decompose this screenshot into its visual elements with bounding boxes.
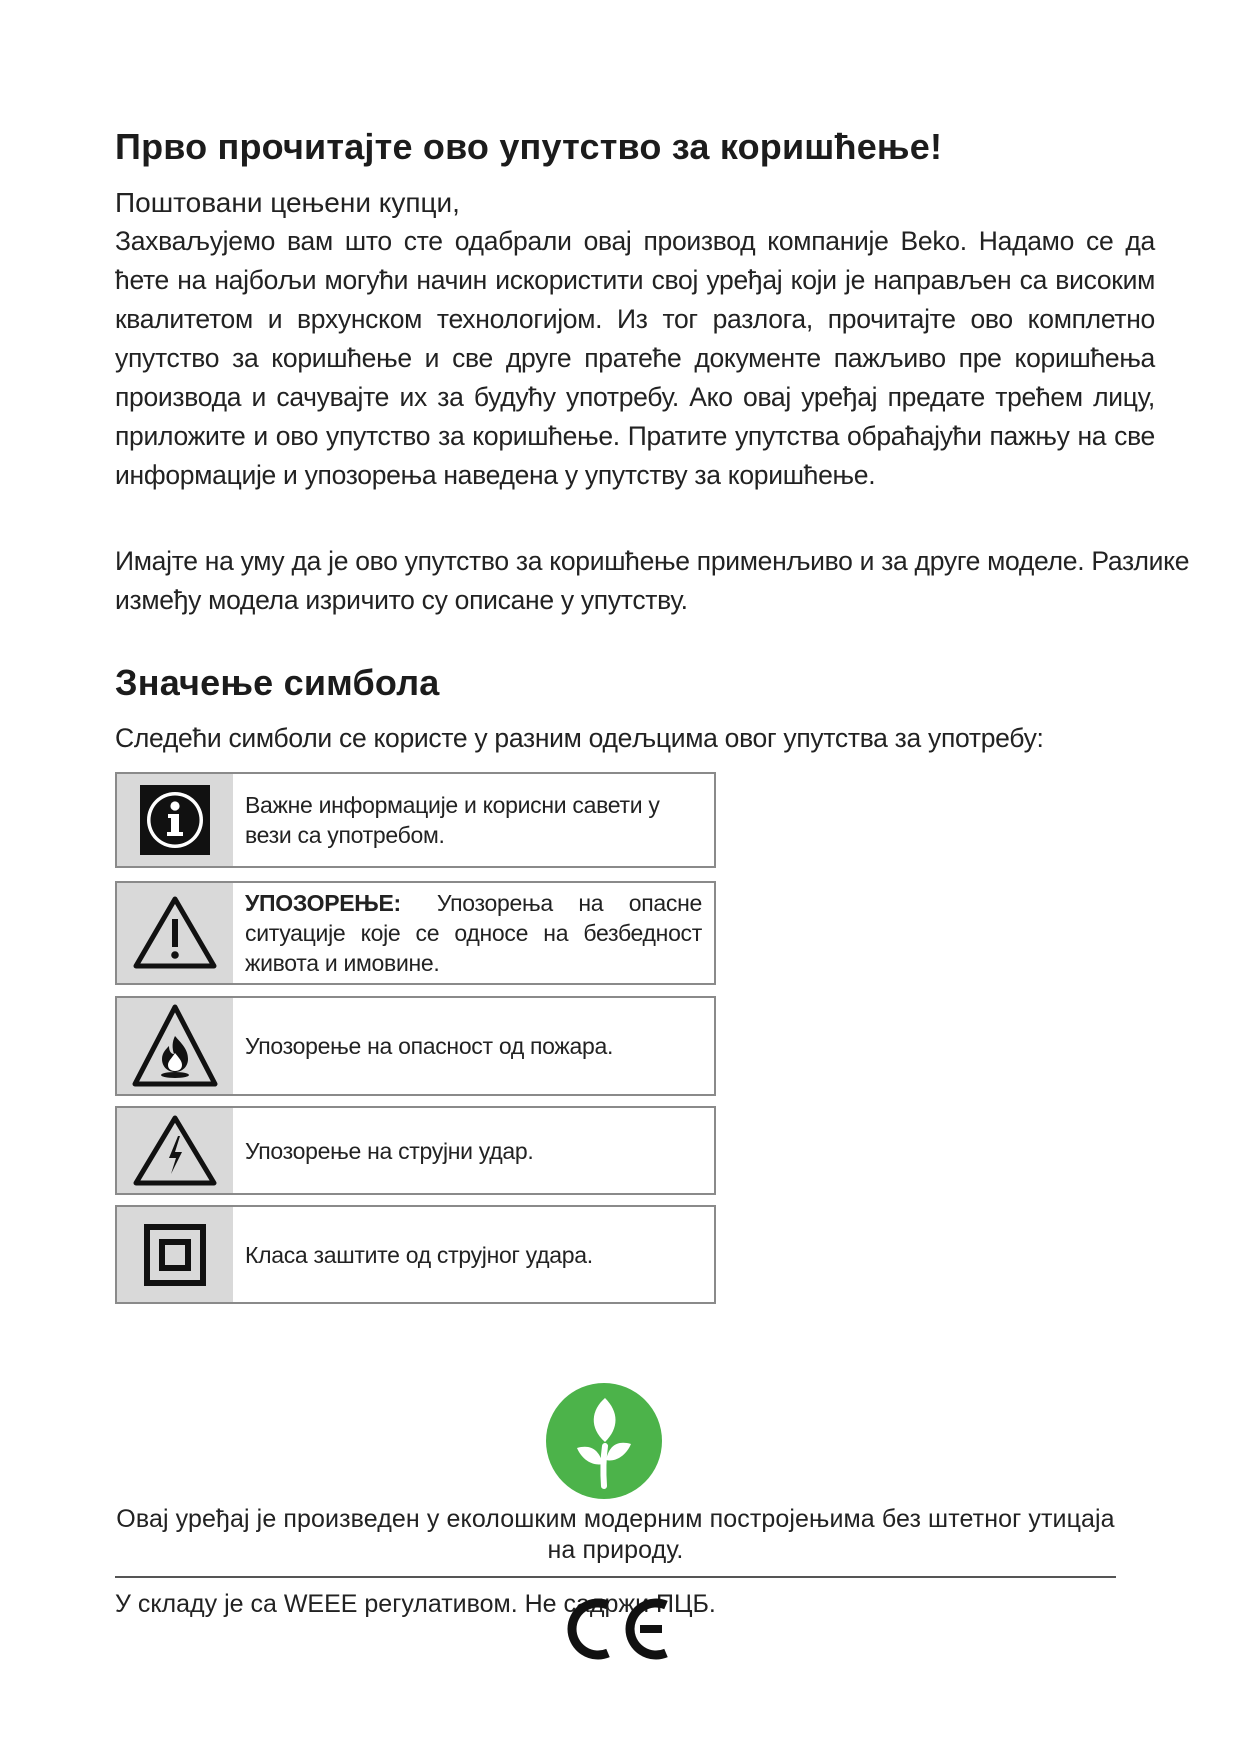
symbol-row-shock — [115, 1106, 716, 1195]
page-title: Прво прочитајте ово упутство за коришћење! — [115, 126, 943, 167]
symbol-icon-cell — [117, 1108, 233, 1193]
symbol-icon-cell — [117, 883, 233, 983]
symbols-title: Значење симбола — [115, 662, 440, 703]
models-note: Имајте на уму да је ово упутство за коришћење применљиво и за друге моделе. Разлике између модела изричито су описане у упутству. — [115, 546, 1190, 615]
protection-class-icon — [144, 1224, 206, 1286]
warning-icon — [132, 895, 218, 971]
symbol-row-warning — [115, 881, 716, 985]
leaf-icon — [545, 1382, 663, 1500]
symbol-shock-text: Упозорење на струјни удар. — [245, 1137, 534, 1164]
electric-shock-icon — [132, 1114, 218, 1188]
ce-mark-icon — [566, 1595, 674, 1663]
symbol-class-text: Класа заштите од струјног удара. — [245, 1241, 593, 1268]
weee-statement: У складу је са WEEE регулативом. Не садржи ПЦБ. — [115, 1590, 716, 1618]
eco-statement: Овај уређај је произведен у еколошким модерним постројењима без штетног утицаја на природу. — [116, 1505, 1115, 1564]
symbol-row-class — [115, 1205, 716, 1304]
symbol-icon-cell — [117, 774, 233, 866]
symbol-info-text: Важне информације и корисни савети у вези са употребом. — [245, 792, 660, 848]
symbol-row-fire — [115, 996, 716, 1096]
symbol-icon-cell — [117, 1207, 233, 1302]
divider — [115, 1576, 1116, 1578]
fire-hazard-icon — [131, 1003, 219, 1089]
symbol-row-info — [115, 772, 716, 868]
symbol-fire-text: Упозорење на опасност од пожара. — [245, 1033, 614, 1059]
symbol-icon-cell — [117, 998, 233, 1094]
greeting: Поштовани цењени купци, — [115, 187, 460, 218]
warning-label: УПОЗОРЕЊЕ: — [245, 890, 401, 916]
symbols-intro: Следећи симболи се користе у разним одељцима овог упутства за употребу: — [115, 723, 1044, 753]
symbol-warning-text: Упозорења на опасне ситуације које се односе на безбедност живота и имовине. — [245, 890, 702, 976]
info-icon — [140, 785, 210, 855]
intro-paragraph: Захваљујемо вам што сте одабрали овај производ компаније Beko. Надамо се да ћете на најбољи могући начин искористити свој уређај који је направљен са високим квалитетом и врхунском технологијом. Из тог разлога, прочитајте ово комплетно упутство за коришћење и све друге пратеће документе пажљиво пре коришћења производа и сачувајте их за будућу употребу. Ако овај уређај предате трећем лицу, приложите и ово упутство за коришћење. Пратите упутства обраћајући пажњу на све информације и упозорења наведена у упутству за коришћење. — [115, 226, 1155, 490]
